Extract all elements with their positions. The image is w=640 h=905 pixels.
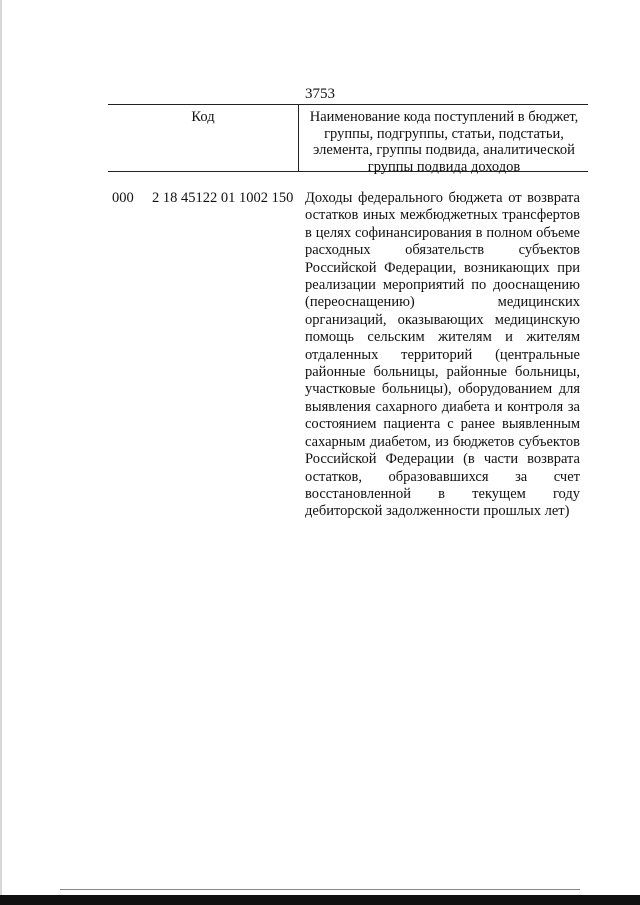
row-admin-code: 000 [112,190,134,206]
row-budget-code: 2 18 45122 01 1002 150 [152,190,294,206]
scan-bottom-line [60,889,580,890]
scan-bottom-bar [0,895,640,905]
header-name-label: Наименование кода поступлений в бюджет, группы, подгруппы, статьи, подстатьи, элемента, группы подвида, аналитической группы подвида доходов [309,109,579,175]
header-code-label: Код [191,109,215,125]
scan-edge [0,0,2,905]
page-number: 3753 [305,86,335,102]
row-description: Доходы федерального бюджета от возврата остатков иных межбюджетных трансфертов в целях софинансирования в полном объеме расходных обязательств субъектов Российской Федерации, возникающих при реализации мероприятий по дооснащению (переоснащению) медицинских организаций, оказывающих медицинскую помощь сельским жителям и жителям отдаленных территорий (центральные районные больницы, районные больницы, участковые больницы), оборудованием для выявления сахарного диабета и контроля за состоянием пациента с ранее выявленным сахарным диабетом, из бюджетов субъектов Российской Федерации (в части возврата остатков, образовавшихся за счет восстановленной в текущем году дебиторской задолженности прошлых лет) [305,190,580,520]
table-header [108,104,588,175]
